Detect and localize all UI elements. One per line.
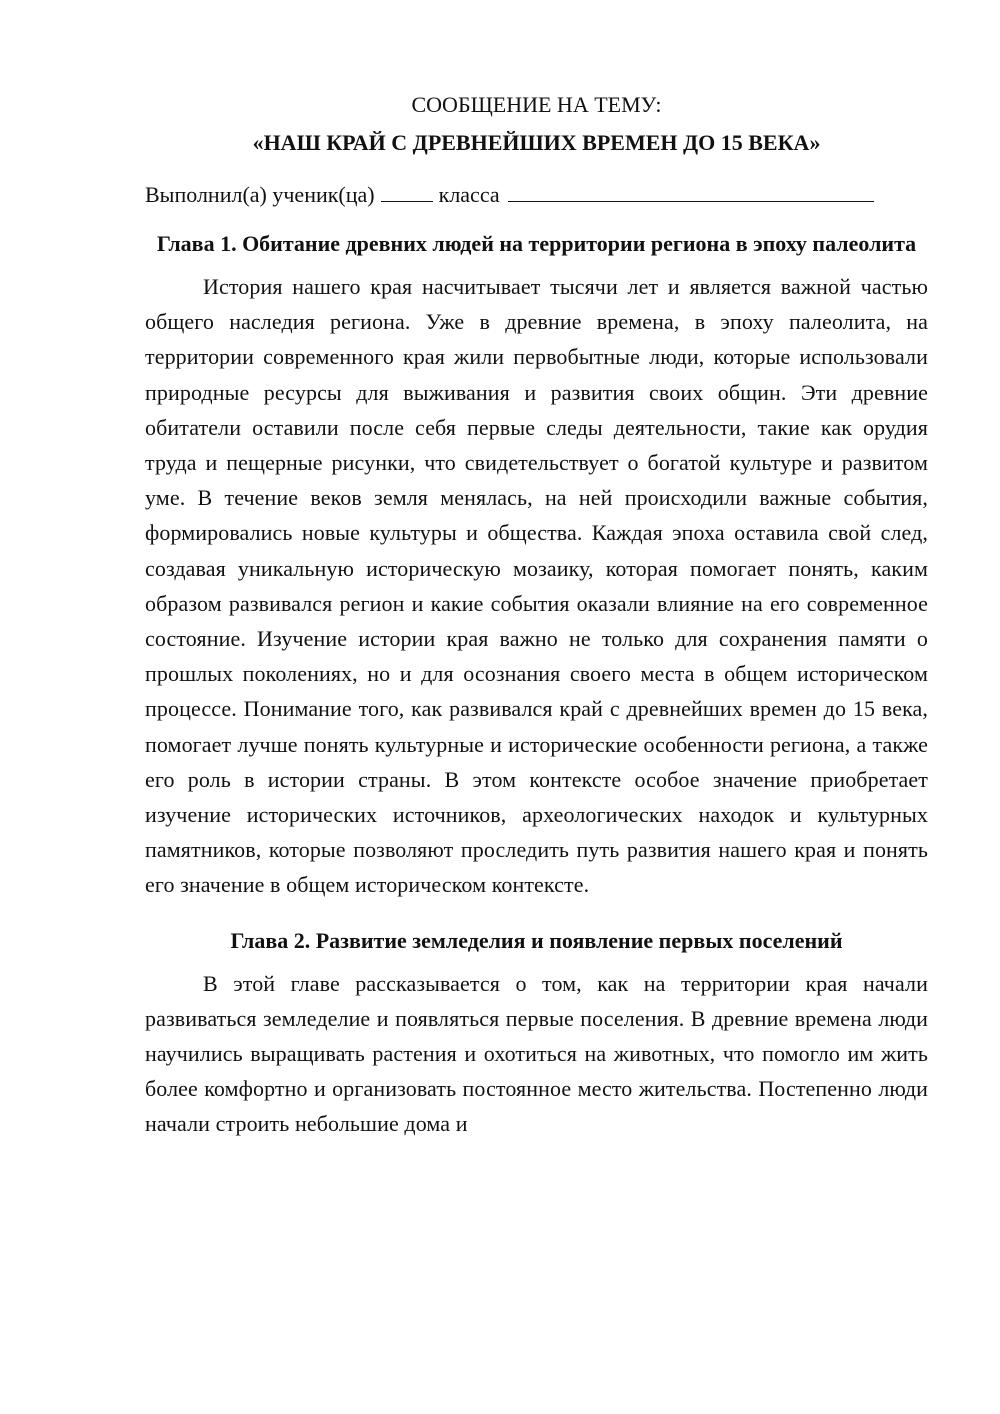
student-name-blank xyxy=(508,179,874,202)
chapter-1-title: Глава 1. Обитание древних людей на территории региона в эпоху палеолита xyxy=(156,231,917,256)
message-label: СООБЩЕНИЕ НА ТЕМУ: xyxy=(411,92,662,117)
signature-prefix: Выполнил(а) ученик(ца) xyxy=(145,182,375,207)
chapter-2-title: Глава 2. Развитие земледелия и появление первых поселений xyxy=(230,927,843,953)
chapter-2-paragraph: В этой главе рассказывается о том, как на территории края начали развиваться земледелие и появляться первые поселения. В древние времена люди научились выращивать растения и охотиться на животных, что помогло им жить более комфортно и организовать постоянное место жительства. Постепенно люди начали строить небольшие дома и xyxy=(145,970,928,1137)
document-title: «НАШ КРАЙ С ДРЕВНЕЙШИХ ВРЕМЕН ДО 15 ВЕКА» xyxy=(252,130,821,155)
chapter-1-paragraph: История нашего края насчитывает тысячи лет и является важной частью общего наследия региона. Уже в древние времена, в эпоху палеолита, на территории современного края жили первобытные люди, которые использовали природные ресурсы для выживания и развития своих общин. Эти древние обитатели оставили после себя первые следы деятельности, такие как орудия труда и пещерные рисунки, что свидетельствует о богатой культуре и развитом уме. В течение веков земля менялась, на ней происходили важные события, формировались новые культуры и общества. Каждая эпоха оставила свой след, создавая уникальную историческую мозаику, которая помогает понять, каким образом развивался регион и какие события оказали влияние на его современное состояние. Изучение истории края важно не только для сохранения памяти о прошлых поколениях, но и для осознания своего места в общем историческом процессе. Понимание того, как развивался край с древнейших времен до 15 века, помогает лучше понять культурные и исторические особенности региона, а также его роль в истории страны. В этом контексте особое значение приобретает изучение исторических источников, археологических находок и культурных памятников, которые позволяют проследить путь развития нашего края и понять его значение в общем историческом контексте. xyxy=(145,274,928,898)
signature-line xyxy=(145,178,928,212)
class-label: класса xyxy=(438,182,500,207)
document-page xyxy=(145,88,928,1142)
class-number-blank xyxy=(381,179,433,202)
